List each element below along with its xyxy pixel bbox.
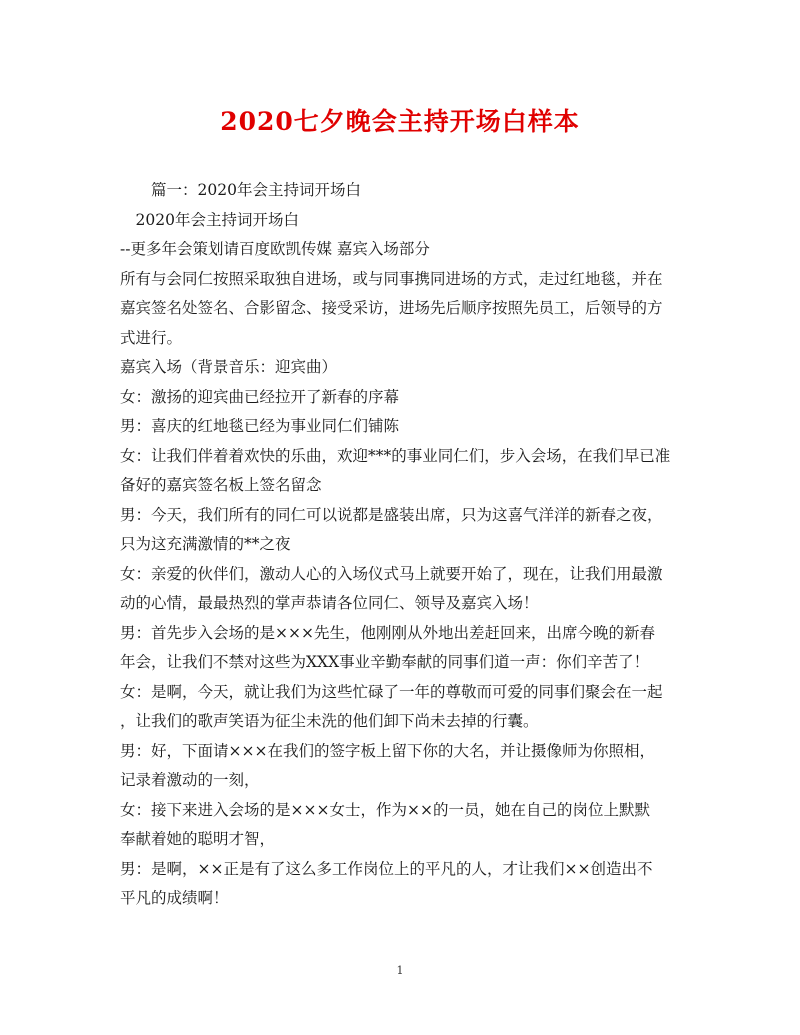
body-line: 女：是啊，今天，就让我们为这些忙碌了一年的尊敬而可爱的同事们聚会在一起 (120, 682, 663, 701)
body-line: 平凡的成绩啊！ (120, 889, 229, 907)
body-line: 所有与会同仁按照采取独自进场，或与同事携同进场的方式，走过红地毯，并在 (120, 269, 663, 288)
body-line: 男：喜庆的红地毯已经为事业同仁们铺陈 (120, 417, 400, 435)
body-line: 2020年会主持词开场白 (120, 210, 299, 229)
body-line: 式进行。 (120, 328, 183, 347)
document-body (120, 176, 690, 914)
body-line: --更多年会策划请百度欧凯传媒 嘉宾入场部分 (120, 240, 430, 258)
body-line: 女：接下来进入会场的是×××女士，作为××的一员，她在自己的岗位上默默 (120, 800, 650, 819)
body-line: 男：好，下面请×××在我们的签字板上留下你的大名，并让摄像师为你照相， (120, 741, 655, 760)
body-line: 记录着激动的一刻， (120, 771, 260, 789)
body-line: 年会，让我们不禁对这些为XXX事业辛勤奉献的同事们道一声：你们辛苦了！ (120, 653, 650, 671)
body-line: 男：是啊，××正是有了这么多工作岗位上的平凡的人，才让我们××创造出不 (120, 859, 653, 878)
page-number: 1 (396, 964, 404, 977)
body-line: 女：亲爱的伙伴们，激动人心的入场仪式马上就要开始了，现在，让我们用最激 (120, 564, 663, 583)
body-line: 嘉宾签名处签名、合影留念、接受采访，进场先后顺序按照先员工，后领导的方 (120, 299, 663, 317)
body-line: 女：让我们伴着着欢快的乐曲，欢迎***的事业同仁们，步入会场，在我们早已准 (120, 446, 671, 465)
body-line: 只为这充满激情的**之夜 (120, 535, 291, 553)
body-line: 女：激扬的迎宾曲已经拉开了新春的序幕 (120, 387, 400, 406)
body-line: 男：今天，我们所有的同仁可以说都是盛装出席，只为这喜气洋洋的新春之夜， (120, 505, 663, 524)
body-line: 动的心情，最最热烈的掌声恭请各位同仁、领导及嘉宾入场！ (120, 594, 539, 612)
document-title: 2020七夕晚会主持开场白样本 (220, 107, 580, 136)
body-line: 嘉宾入场（背景音乐：迎宾曲） (120, 358, 338, 376)
body-line: ，让我们的歌声笑语为征尘未洗的他们卸下尚未去掉的行囊。 (120, 712, 539, 730)
body-line: 男：首先步入会场的是×××先生，他刚刚从外地出差赶回来，出席今晚的新春 (120, 623, 655, 642)
body-line: 奉献着她的聪明才智， (120, 830, 276, 848)
body-line: 篇一：2020年会主持词开场白 (120, 181, 361, 199)
body-line: 备好的嘉宾签名板上签名留念 (120, 476, 322, 494)
